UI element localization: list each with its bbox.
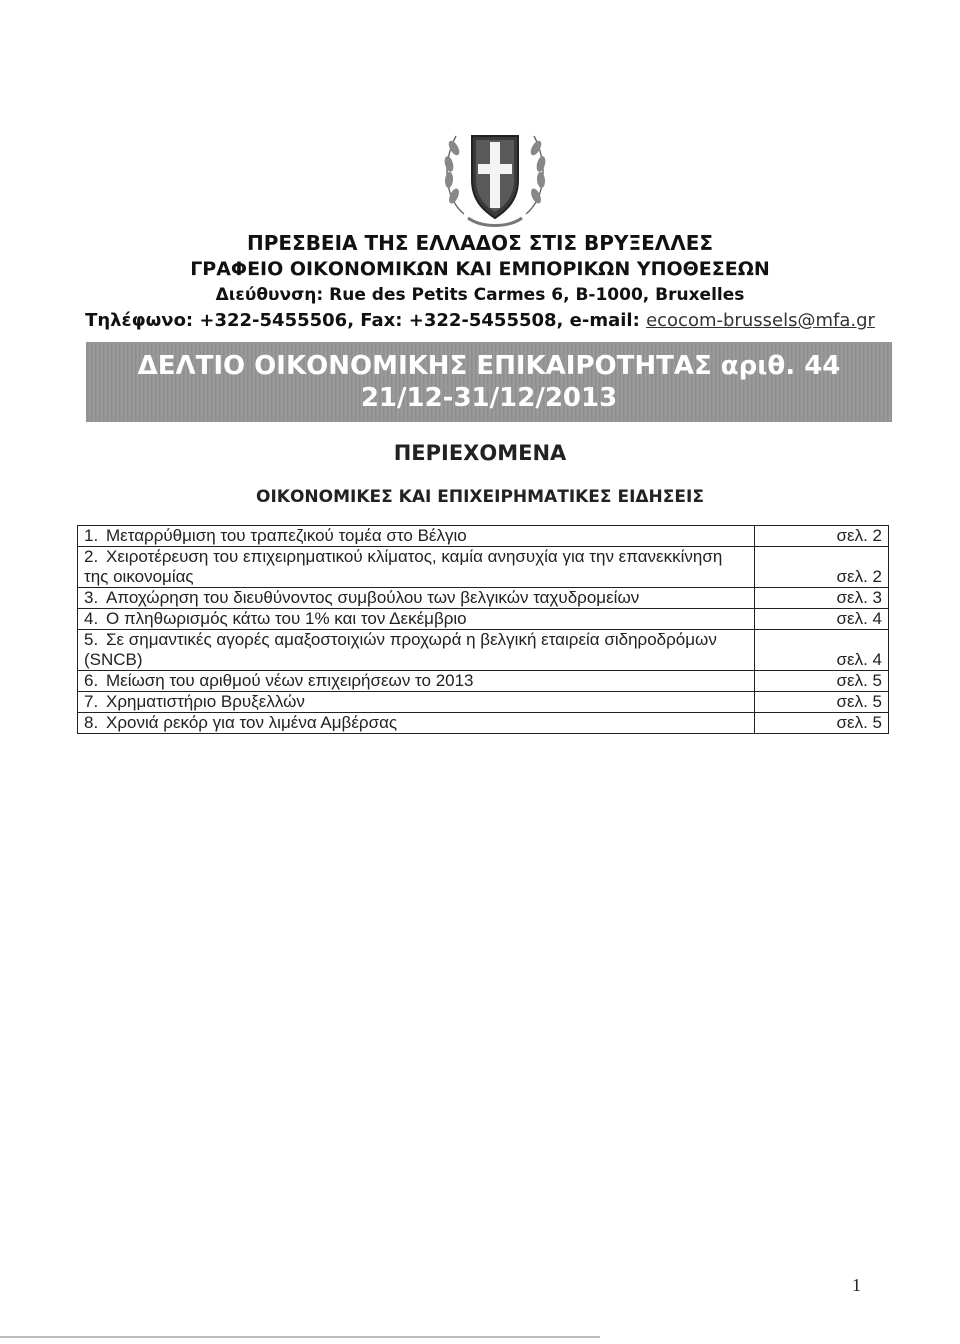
toc-page: σελ. 3 [754,588,888,609]
toc-page: σελ. 2 [754,526,888,547]
embassy-name: ΠΡΕΣΒΕΙΑ ΤΗΣ ΕΛΛΑΔΟΣ ΣΤΙΣ ΒΡΥΞΕΛΛΕΣ [246,231,714,255]
contact-text: Τηλέφωνο: +322-5455506, Fax: +322-5455508, e-mail: [85,310,640,331]
toc-number: 3. [84,588,99,607]
toc-title: Μεταρρύθμιση του τραπεζικού τομέα στο Βέλγιο [106,526,467,545]
table-row [78,588,889,609]
toc-number: 1. [84,526,99,545]
toc-page: σελ. 5 [754,671,888,692]
bulletin-dates: 21/12-31/12/2013 [360,383,618,413]
address-label: Διεύθυνση: [215,285,324,305]
toc-number: 2. [84,547,99,566]
toc-page: σελ. 5 [754,692,888,713]
toc-title: Ο πληθωρισμός κάτω του 1% και τον Δεκέμβριο [106,609,467,628]
address-line [0,282,960,308]
table-row [78,609,889,630]
toc-number: 8. [84,713,99,732]
address-value: Rue des Petits Carmes 6, B-1000, Bruxelles [329,285,745,305]
toc-title: Μείωση του αριθμού νέων επιχειρήσεων το 2013 [106,671,474,690]
toc-number: 7. [84,692,99,711]
contact-line [0,308,960,334]
toc-title-cell [78,588,755,609]
bulletin-banner [86,342,892,422]
table-row [78,630,889,671]
page-number: 1 [852,1275,861,1295]
toc-title-cell [78,609,755,630]
toc-page: σελ. 5 [754,713,888,734]
table-of-contents [77,525,889,734]
section-heading: ΟΙΚΟΝΟΜΙΚΕΣ ΚΑΙ ΕΠΙΧΕΙΡΗΜΑΤΙΚΕΣ ΕΙΔΗΣΕΙΣ [256,487,704,507]
bottom-divider [0,1336,600,1338]
toc-title: Χρηματιστήριο Βρυξελλών [106,692,305,711]
toc-page: σελ. 4 [754,630,888,671]
table-row [78,526,889,547]
table-row [78,671,889,692]
letterhead [0,230,960,334]
table-row [78,547,889,588]
toc-title-cell [78,692,755,713]
toc-page: σελ. 4 [754,609,888,630]
office-name: ΓΡΑΦΕΙΟ ΟΙΚΟΝΟΜΙΚΩΝ ΚΑΙ ΕΜΠΟΡΙΚΩΝ ΥΠΟΘΕΣΕΩΝ [190,258,770,280]
contents-heading: ΠΕΡΙΕΧΟΜΕΝΑ [393,441,567,465]
toc-title-cell [78,547,755,588]
toc-number: 4. [84,609,99,628]
toc-title-cell [78,630,755,671]
toc-title: Χειροτέρευση του επιχειρηματικού κλίματος, καμία ανησυχία για την επανεκκίνηση της οικονομίας [84,547,723,586]
toc-title: Χρονιά ρεκόρ για τον λιμένα Αμβέρσας [106,713,398,732]
bulletin-title: ΔΕΛΤΙΟ ΟΙΚΟΝΟΜΙΚΗΣ ΕΠΙΚΑΙΡΟΤΗΤΑΣ αριθ. 44 [137,351,841,381]
toc-number: 5. [84,630,99,649]
toc-number: 6. [84,671,99,690]
toc-title-cell [78,713,755,734]
toc-title: Σε σημαντικές αγορές αμαξοστοιχιών προχωρά η βελγική εταιρεία σιδηροδρόμων (SNCB) [84,630,717,669]
table-row [78,713,889,734]
toc-title-cell [78,671,755,692]
email-link[interactable]: ecocom-brussels@mfa.gr [646,310,875,331]
toc-title-cell [78,526,755,547]
greek-coat-of-arms-icon [434,118,556,230]
toc-page: σελ. 2 [754,547,888,588]
table-row [78,692,889,713]
toc-title: Αποχώρηση του διευθύνοντος συμβούλου των βελγικών ταχυδρομείων [106,588,640,607]
